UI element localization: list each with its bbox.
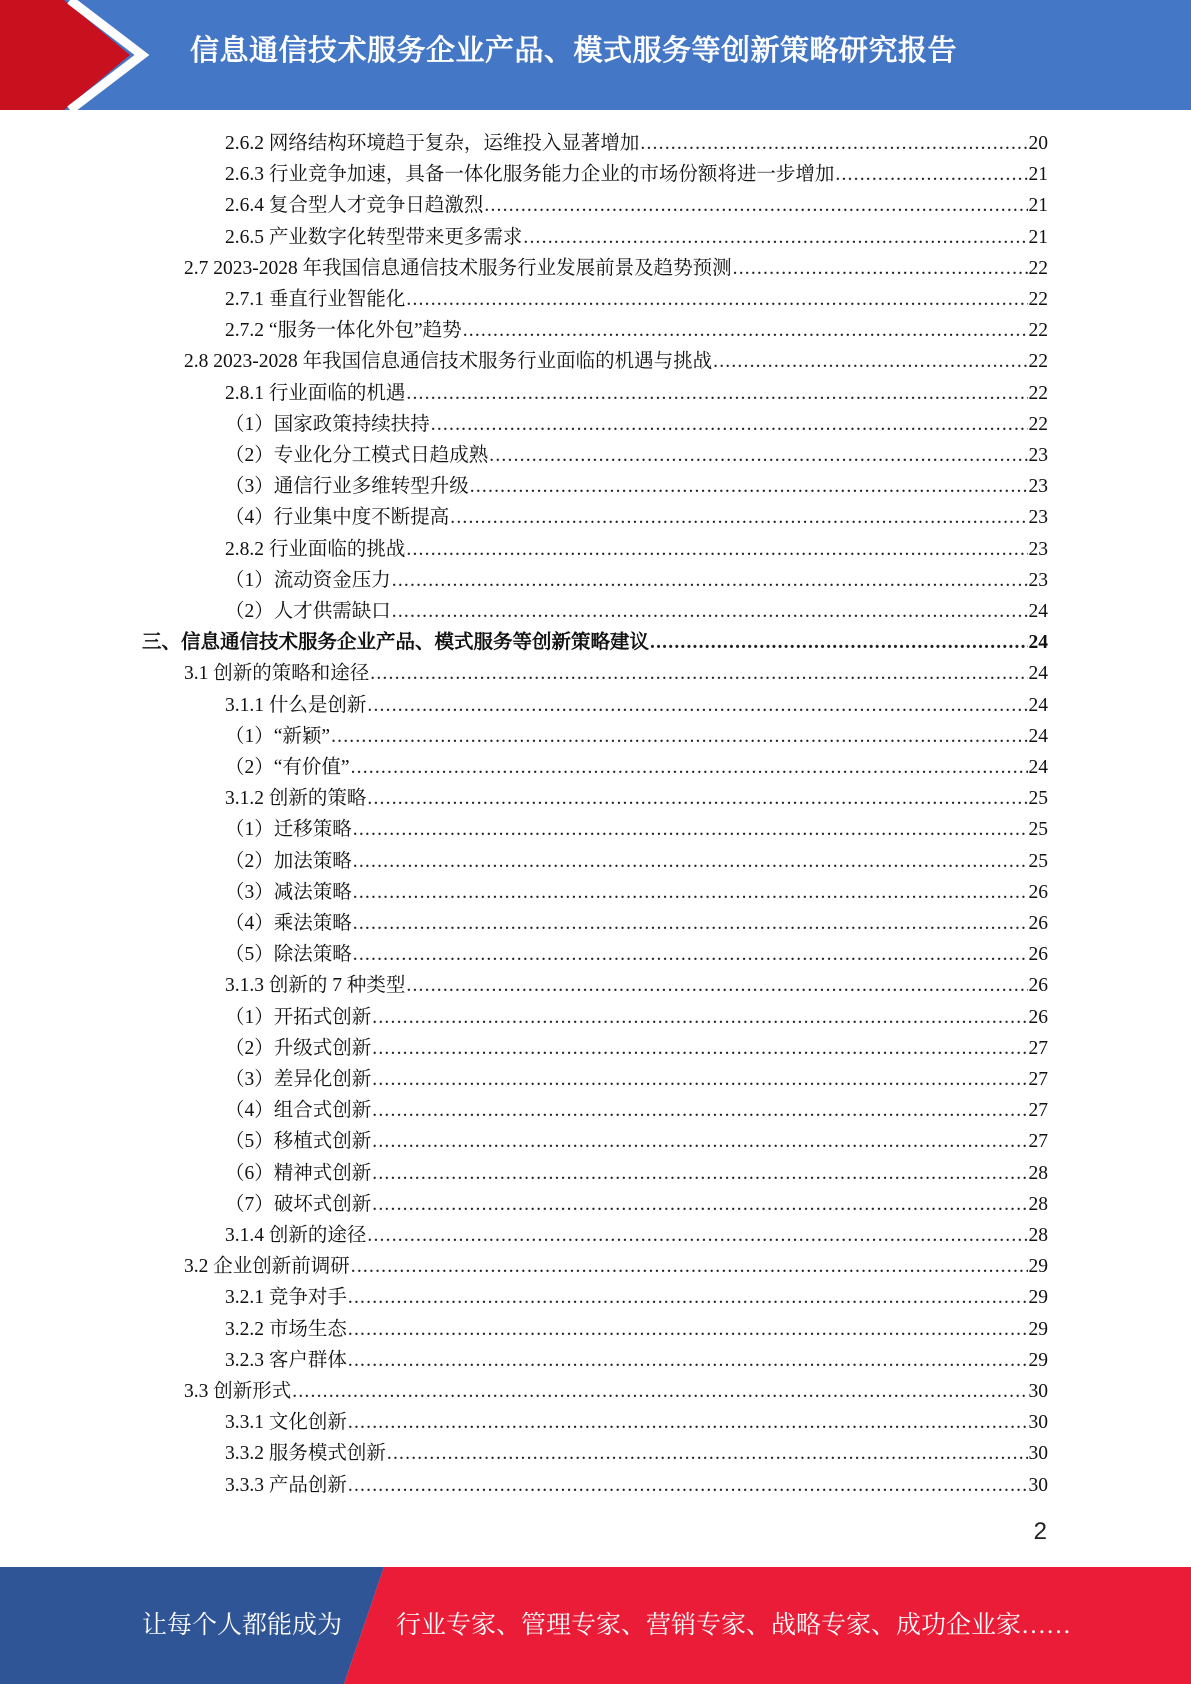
toc-entry-page: 25 xyxy=(1028,819,1048,841)
toc-entry-label: 2.7 2023-2028 年我国信息通信技术服务行业发展前景及趋势预测 xyxy=(184,257,732,279)
toc-entry-page: 25 xyxy=(1028,788,1048,810)
toc-entry[interactable] xyxy=(225,908,1048,939)
toc-entry[interactable] xyxy=(225,565,1048,596)
toc-dot-leader xyxy=(348,1314,1028,1345)
toc-entry-label: （7）破坏式创新 xyxy=(225,1193,372,1215)
toc-entry-label: （2）加法策略 xyxy=(225,850,352,872)
toc-entry-label: 3.3 创新形式 xyxy=(184,1381,292,1402)
footer-slogan-right: 行业专家、管理专家、营销专家、战略专家、成功企业家…… xyxy=(396,1612,1072,1639)
toc-entry[interactable] xyxy=(225,752,1048,783)
toc-entry-label: （6）精神式创新 xyxy=(225,1162,372,1184)
page-number: 2 xyxy=(1033,1518,1047,1545)
toc-entry-label: 2.6.2 网络结构环境趋于复杂，运维投入显著增加 xyxy=(225,133,640,154)
toc-entry-label: 2.8.2 行业面临的挑战 xyxy=(225,538,406,560)
toc-entry-page: 22 xyxy=(1028,382,1048,404)
toc-dot-leader xyxy=(489,440,1027,471)
toc-entry-label: （4）行业集中度不断提高 xyxy=(225,507,450,529)
toc-dot-leader xyxy=(351,752,1028,783)
toc-dot-leader xyxy=(463,315,1028,346)
toc-entry-page: 29 xyxy=(1028,1256,1048,1278)
toc-entry-label: 2.6.4 复合型人才竞争日趋激烈 xyxy=(225,195,484,217)
toc-entry-page: 29 xyxy=(1028,1318,1048,1340)
toc-entry[interactable] xyxy=(225,596,1048,627)
toc-dot-leader xyxy=(431,409,1028,440)
toc-entry-page: 27 xyxy=(1028,1069,1048,1090)
toc-entry[interactable] xyxy=(225,846,1048,877)
toc-entry-label: （3）通信行业多维转型升级 xyxy=(225,476,469,498)
toc-dot-leader xyxy=(353,877,1028,908)
toc-dot-leader xyxy=(351,1251,1028,1282)
toc-entry-label: 2.6.5 产业数字化转型带来更多需求 xyxy=(225,226,523,248)
toc-dot-leader xyxy=(372,1189,1027,1220)
toc-dot-leader xyxy=(367,690,1027,721)
toc-dot-leader xyxy=(484,190,1027,221)
toc-entry[interactable] xyxy=(225,1126,1048,1157)
toc-dot-leader xyxy=(523,222,1027,253)
toc-entry-page: 21 xyxy=(1028,195,1048,217)
toc-dot-leader xyxy=(372,1002,1027,1033)
toc-entry-label: （2）专业化分工模式日趋成熟 xyxy=(225,445,489,466)
toc-entry-label: 2.7.1 垂直行业智能化 xyxy=(225,289,406,310)
toc-entry-page: 22 xyxy=(1028,320,1048,342)
toc-dot-leader xyxy=(392,565,1028,596)
page-header xyxy=(0,0,1191,110)
toc-entry[interactable] xyxy=(142,627,1048,658)
toc-entry-label: （1）开拓式创新 xyxy=(225,1006,372,1028)
toc-entry[interactable] xyxy=(225,1033,1048,1064)
toc-entry-page: 29 xyxy=(1028,1349,1048,1371)
toc-entry[interactable] xyxy=(225,190,1048,221)
toc-dot-leader xyxy=(640,128,1027,159)
toc-entry[interactable] xyxy=(225,939,1048,970)
toc-entry-page: 30 xyxy=(1028,1412,1048,1434)
toc-entry-page: 26 xyxy=(1028,881,1048,903)
toc-entry-page: 23 xyxy=(1028,445,1048,466)
toc-entry-label: 2.8.1 行业面临的机遇 xyxy=(225,382,406,404)
toc-entry[interactable] xyxy=(184,658,1048,689)
toc-entry-page: 23 xyxy=(1028,569,1048,591)
toc-entry-page: 26 xyxy=(1028,975,1048,997)
toc-entry-label: 3.1.2 创新的策略 xyxy=(225,788,367,810)
toc-dot-leader xyxy=(348,1345,1028,1376)
toc-dot-leader xyxy=(835,159,1027,190)
toc-dot-leader xyxy=(713,346,1027,377)
toc-entry-label: 3.1.1 什么是创新 xyxy=(225,694,367,716)
toc-entry-page: 22 xyxy=(1028,351,1048,373)
toc-entry-label: 三、信息通信技术服务企业产品、模式服务等创新策略建议 xyxy=(142,632,650,654)
toc-entry-label: （1）“新颖” xyxy=(225,725,331,747)
toc-entry[interactable] xyxy=(225,721,1048,752)
toc-dot-leader xyxy=(406,970,1027,1001)
toc-entry[interactable] xyxy=(225,378,1048,409)
toc-dot-leader xyxy=(450,502,1027,533)
toc-entry-label: （1）国家政策持续扶持 xyxy=(225,413,430,435)
toc-entry[interactable] xyxy=(225,1158,1048,1189)
toc-entry-page: 28 xyxy=(1028,1162,1048,1184)
toc-entry[interactable] xyxy=(225,222,1048,253)
toc-dot-leader xyxy=(372,1126,1027,1157)
toc-entry-label: 3.3.1 文化创新 xyxy=(225,1412,347,1434)
toc-dot-leader xyxy=(348,1470,1028,1501)
toc-entry-page: 30 xyxy=(1028,1381,1048,1402)
toc-dot-leader xyxy=(367,783,1027,814)
toc-entry-page: 27 xyxy=(1028,1131,1048,1153)
toc-entry[interactable] xyxy=(225,814,1048,845)
toc-dot-leader xyxy=(650,627,1027,658)
toc-dot-leader xyxy=(372,1064,1027,1095)
toc-entry[interactable] xyxy=(225,1282,1048,1313)
toc-entry-label: （2）人才供需缺口 xyxy=(225,601,391,622)
toc-entry[interactable] xyxy=(225,284,1048,315)
toc-dot-leader xyxy=(406,284,1027,315)
toc-entry-page: 23 xyxy=(1028,476,1048,498)
toc-dot-leader xyxy=(367,1220,1027,1251)
toc-entry[interactable] xyxy=(225,690,1048,721)
toc-entry-label: （1）流动资金压力 xyxy=(225,569,391,591)
toc-entry[interactable] xyxy=(225,1314,1048,1345)
toc-entry-page: 21 xyxy=(1028,226,1048,248)
toc-entry[interactable] xyxy=(225,409,1048,440)
toc-dot-leader xyxy=(392,596,1028,627)
toc-entry[interactable] xyxy=(225,1470,1048,1501)
toc-entry-page: 24 xyxy=(1028,694,1048,716)
toc-entry-label: （2）升级式创新 xyxy=(225,1037,372,1059)
toc-entry-page: 25 xyxy=(1028,850,1048,872)
toc-entry-label: （1）迁移策略 xyxy=(225,819,352,841)
toc-entry-label: （3）减法策略 xyxy=(225,881,352,903)
toc-entry-label: 3.1.4 创新的途径 xyxy=(225,1225,367,1246)
toc-entry-page: 28 xyxy=(1028,1225,1048,1246)
toc-entry-label: 3.2.1 竞争对手 xyxy=(225,1287,347,1309)
toc-entry[interactable] xyxy=(184,1376,1048,1407)
toc-entry[interactable] xyxy=(225,502,1048,533)
toc-entry-label: 2.6.3 行业竞争加速，具备一体化服务能力企业的市场份额将进一步增加 xyxy=(225,164,835,186)
toc-dot-leader xyxy=(406,378,1027,409)
header-title: 信息通信技术服务企业产品、模式服务等创新策略研究报告 xyxy=(190,33,958,67)
toc-entry[interactable] xyxy=(225,1220,1048,1251)
toc-entry-label: （2）“有价值” xyxy=(225,757,350,778)
toc-dot-leader xyxy=(372,1158,1027,1189)
toc-entry-page: 24 xyxy=(1028,757,1048,778)
toc-entry-label: （5）移植式创新 xyxy=(225,1131,372,1153)
toc-entry-page: 28 xyxy=(1028,1193,1048,1215)
toc-entry-label: （4）乘法策略 xyxy=(225,913,352,934)
toc-entry-page: 24 xyxy=(1028,601,1048,622)
toc-dot-leader xyxy=(348,1282,1028,1313)
toc-entry[interactable] xyxy=(225,1407,1048,1438)
toc-entry-page: 23 xyxy=(1028,507,1048,529)
toc-dot-leader xyxy=(331,721,1027,752)
toc-entry-page: 27 xyxy=(1028,1100,1048,1122)
toc-entry-label: （5）除法策略 xyxy=(225,944,352,966)
toc-entry-label: 2.8 2023-2028 年我国信息通信技术服务行业面临的机遇与挑战 xyxy=(184,351,713,373)
toc-dot-leader xyxy=(733,253,1028,284)
toc-entry[interactable] xyxy=(225,1438,1048,1469)
toc-dot-leader xyxy=(470,471,1028,502)
toc-dot-leader xyxy=(372,1033,1027,1064)
toc-entry[interactable] xyxy=(225,1064,1048,1095)
toc-entry-page: 29 xyxy=(1028,1287,1048,1309)
toc-entry[interactable] xyxy=(225,471,1048,502)
toc-entry-label: （4）组合式创新 xyxy=(225,1100,372,1122)
toc-entry-page: 24 xyxy=(1028,632,1048,654)
toc-entry-page: 26 xyxy=(1028,913,1048,934)
toc-dot-leader xyxy=(353,846,1028,877)
toc-entry[interactable] xyxy=(225,877,1048,908)
toc-entry-label: 2.7.2 “服务一体化外包”趋势 xyxy=(225,320,462,342)
toc-entry[interactable] xyxy=(225,315,1048,346)
toc-entry-label: 3.2 企业创新前调研 xyxy=(184,1256,350,1278)
toc-entry[interactable] xyxy=(225,128,1048,159)
toc-entry-page: 22 xyxy=(1028,413,1048,435)
toc-dot-leader xyxy=(348,1407,1028,1438)
toc-entry[interactable] xyxy=(225,1002,1048,1033)
toc-entry-label: 3.2.3 客户群体 xyxy=(225,1349,347,1371)
toc-entry-page: 27 xyxy=(1028,1037,1048,1059)
toc-entry[interactable] xyxy=(184,253,1048,284)
toc-entry-page: 23 xyxy=(1028,538,1048,560)
toc-dot-leader xyxy=(387,1438,1028,1469)
toc-entry-page: 22 xyxy=(1028,289,1048,310)
toc-entry-page: 26 xyxy=(1028,944,1048,966)
toc-entry-page: 26 xyxy=(1028,1006,1048,1028)
toc-dot-leader xyxy=(353,814,1028,845)
toc-entry-page: 24 xyxy=(1028,725,1048,747)
footer-slogan-left: 让每个人都能成为 xyxy=(142,1612,343,1639)
toc-entry[interactable] xyxy=(225,970,1048,1001)
toc-dot-leader xyxy=(370,658,1027,689)
toc-entry[interactable] xyxy=(225,534,1048,565)
toc-entry[interactable] xyxy=(184,346,1048,377)
toc-entry-label: 3.3.2 服务模式创新 xyxy=(225,1443,386,1465)
toc-entry[interactable] xyxy=(225,440,1048,471)
toc-entry-page: 22 xyxy=(1028,257,1048,279)
toc-dot-leader xyxy=(406,534,1027,565)
toc-dot-leader xyxy=(353,908,1028,939)
toc-entry[interactable] xyxy=(225,1345,1048,1376)
toc-entry-label: 3.1 创新的策略和途径 xyxy=(184,663,370,685)
toc-dot-leader xyxy=(372,1095,1027,1126)
toc-entry-page: 30 xyxy=(1028,1443,1048,1465)
toc-entry[interactable] xyxy=(225,783,1048,814)
toc-entry-label: （3）差异化创新 xyxy=(225,1069,372,1090)
toc-entry-label: 3.2.2 市场生态 xyxy=(225,1318,347,1340)
toc-dot-leader xyxy=(292,1376,1027,1407)
toc-entry-page: 20 xyxy=(1028,133,1048,154)
toc-entry-label: 3.3.3 产品创新 xyxy=(225,1474,347,1496)
toc-entry-label: 3.1.3 创新的 7 种类型 xyxy=(225,975,406,997)
toc-entry[interactable] xyxy=(225,1189,1048,1220)
toc-entry[interactable] xyxy=(184,1251,1048,1282)
toc-entry[interactable] xyxy=(225,159,1048,190)
toc-entry[interactable] xyxy=(225,1095,1048,1126)
toc-entry-page: 21 xyxy=(1028,164,1048,186)
toc-entry-page: 30 xyxy=(1028,1474,1048,1496)
page-footer xyxy=(0,1567,1191,1684)
toc-dot-leader xyxy=(353,939,1028,970)
toc-entry-page: 24 xyxy=(1028,663,1048,685)
